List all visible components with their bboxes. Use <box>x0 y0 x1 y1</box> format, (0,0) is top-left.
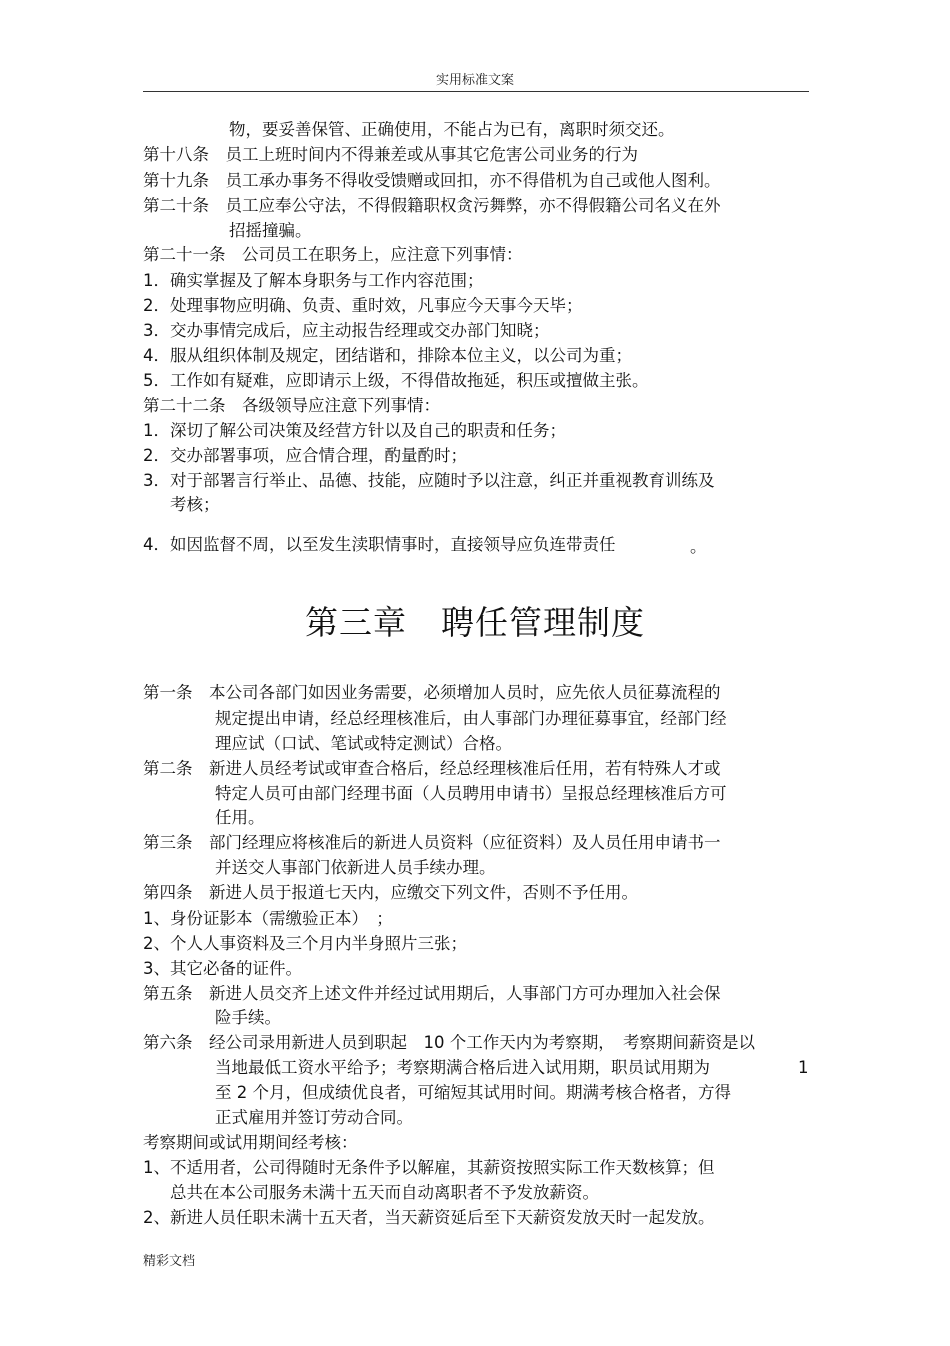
text-line: 第五条 新进人员交齐上述文件并经过试用期后，人事部门方可办理加入社会保 <box>143 984 721 1003</box>
text-line: 险手续。 <box>215 1008 281 1027</box>
list-item: 1．深切了解公司决策及经营方针以及自己的职责和任务； <box>143 421 566 440</box>
text-line: 当地最低工资水平给予；考察期满合格后进入试用期，职员试用期为 <box>215 1058 710 1077</box>
list-item: 4．如因监督不周，以至发生渎职情事时，直接领导应负连带责任 <box>143 535 616 554</box>
text-line: 特定人员可由部门经理书面（人员聘用申请书）呈报总经理核准后方可 <box>215 784 727 803</box>
page-footer: 精彩文档 <box>143 1254 196 1269</box>
list-item: 1、不适用者，公司得随时无条件予以解雇，其薪资按照实际工作天数核算；但 <box>143 1158 715 1177</box>
list-item: 5．工作如有疑难，应即请示上级，不得借故拖延，积压或擅做主张。 <box>143 371 649 390</box>
text-line: 第三条 部门经理应将核准后的新进人员资料（应征资料）及人员任用申请书一 <box>143 833 721 852</box>
text-line: 第二十条 员工应奉公守法，不得假籍职权贪污舞弊，亦不得假籍公司名义在外 <box>143 196 721 215</box>
list-item: 1．确实掌握及了解本身职务与工作内容范围； <box>143 271 484 290</box>
page-header: 实用标准文案 <box>435 73 514 88</box>
list-item: 4．服从组织体制及规定，团结谐和，排除本位主义，以公司为重； <box>143 346 632 365</box>
list-item: 2、个人人事资料及三个月内半身照片三张； <box>143 934 467 953</box>
text-line: 第二十一条 公司员工在职务上，应注意下列事情： <box>143 245 523 264</box>
text-line: 第十九条 员工承办事务不得收受馈赠或回扣，亦不得借机为自己或他人图利。 <box>143 171 721 190</box>
text-line: 理应试（口试、笔试或特定测试）合格。 <box>215 734 512 753</box>
text-line: 至 2 个月，但成绩优良者，可缩短其试用时间。期满考核合格者，方得 <box>215 1083 731 1102</box>
text-line: 正式雇用并签订劳动合同。 <box>215 1108 413 1127</box>
text-line: 物，要妥善保管、正确使用，不能占为已有，离职时须交还。 <box>229 120 675 139</box>
text-line: 第一条 本公司各部门如因业务需要，必须增加人员时，应先依人员征募流程的 <box>143 683 721 702</box>
chapter-title: 第三章 聘任管理制度 <box>305 603 645 642</box>
list-item: 2．交办部署事项，应合情合理，酌量酌时； <box>143 446 467 465</box>
text-line: 总共在本公司服务未满十五天而自动离职者不予发放薪资。 <box>170 1183 599 1202</box>
text-line: 第六条 经公司录用新进人员到职起 10 个工作天内为考察期， 考察期间薪资是以 <box>143 1033 755 1052</box>
list-item: 2．处理事物应明确、负责、重时效，凡事应今天事今天毕； <box>143 296 583 315</box>
text-line: 1 <box>798 1058 809 1077</box>
text-line: 第二十二条 各级领导应注意下列事情： <box>143 396 440 415</box>
text-line: 第二条 新进人员经考试或审查合格后，经总经理核准后任用，若有特殊人才或 <box>143 759 721 778</box>
text-line: 规定提出申请，经总经理核准后，由人事部门办理征募事宜，经部门经 <box>215 709 727 728</box>
list-item: 3．对于部署言行举止、品德、技能，应随时予以注意，纠正并重视教育训练及 <box>143 471 715 490</box>
list-item: 3、其它必备的证件。 <box>143 959 302 978</box>
header-rule <box>143 91 809 92</box>
text-line: 。 <box>690 537 707 556</box>
text-line: 考察期间或试用期间经考核： <box>143 1133 358 1152</box>
text-line: 考核； <box>170 495 220 514</box>
text-line: 第四条 新进人员于报道七天内，应缴交下列文件，否则不予任用。 <box>143 883 638 902</box>
list-item: 3．交办事情完成后，应主动报告经理或交办部门知晓； <box>143 321 550 340</box>
text-line: 并送交人事部门依新进人员手续办理。 <box>215 858 496 877</box>
text-line: 第十八条 员工上班时间内不得兼差或从事其它危害公司业务的行为 <box>143 145 638 164</box>
text-line: 招摇撞骗。 <box>229 221 312 240</box>
list-item: 1、身份证影本（需缴验正本） ； <box>143 909 393 928</box>
text-line: 任用。 <box>215 808 265 827</box>
list-item: 2、新进人员任职未满十五天者，当天薪资延后至下天薪资发放天时一起发放。 <box>143 1208 715 1227</box>
